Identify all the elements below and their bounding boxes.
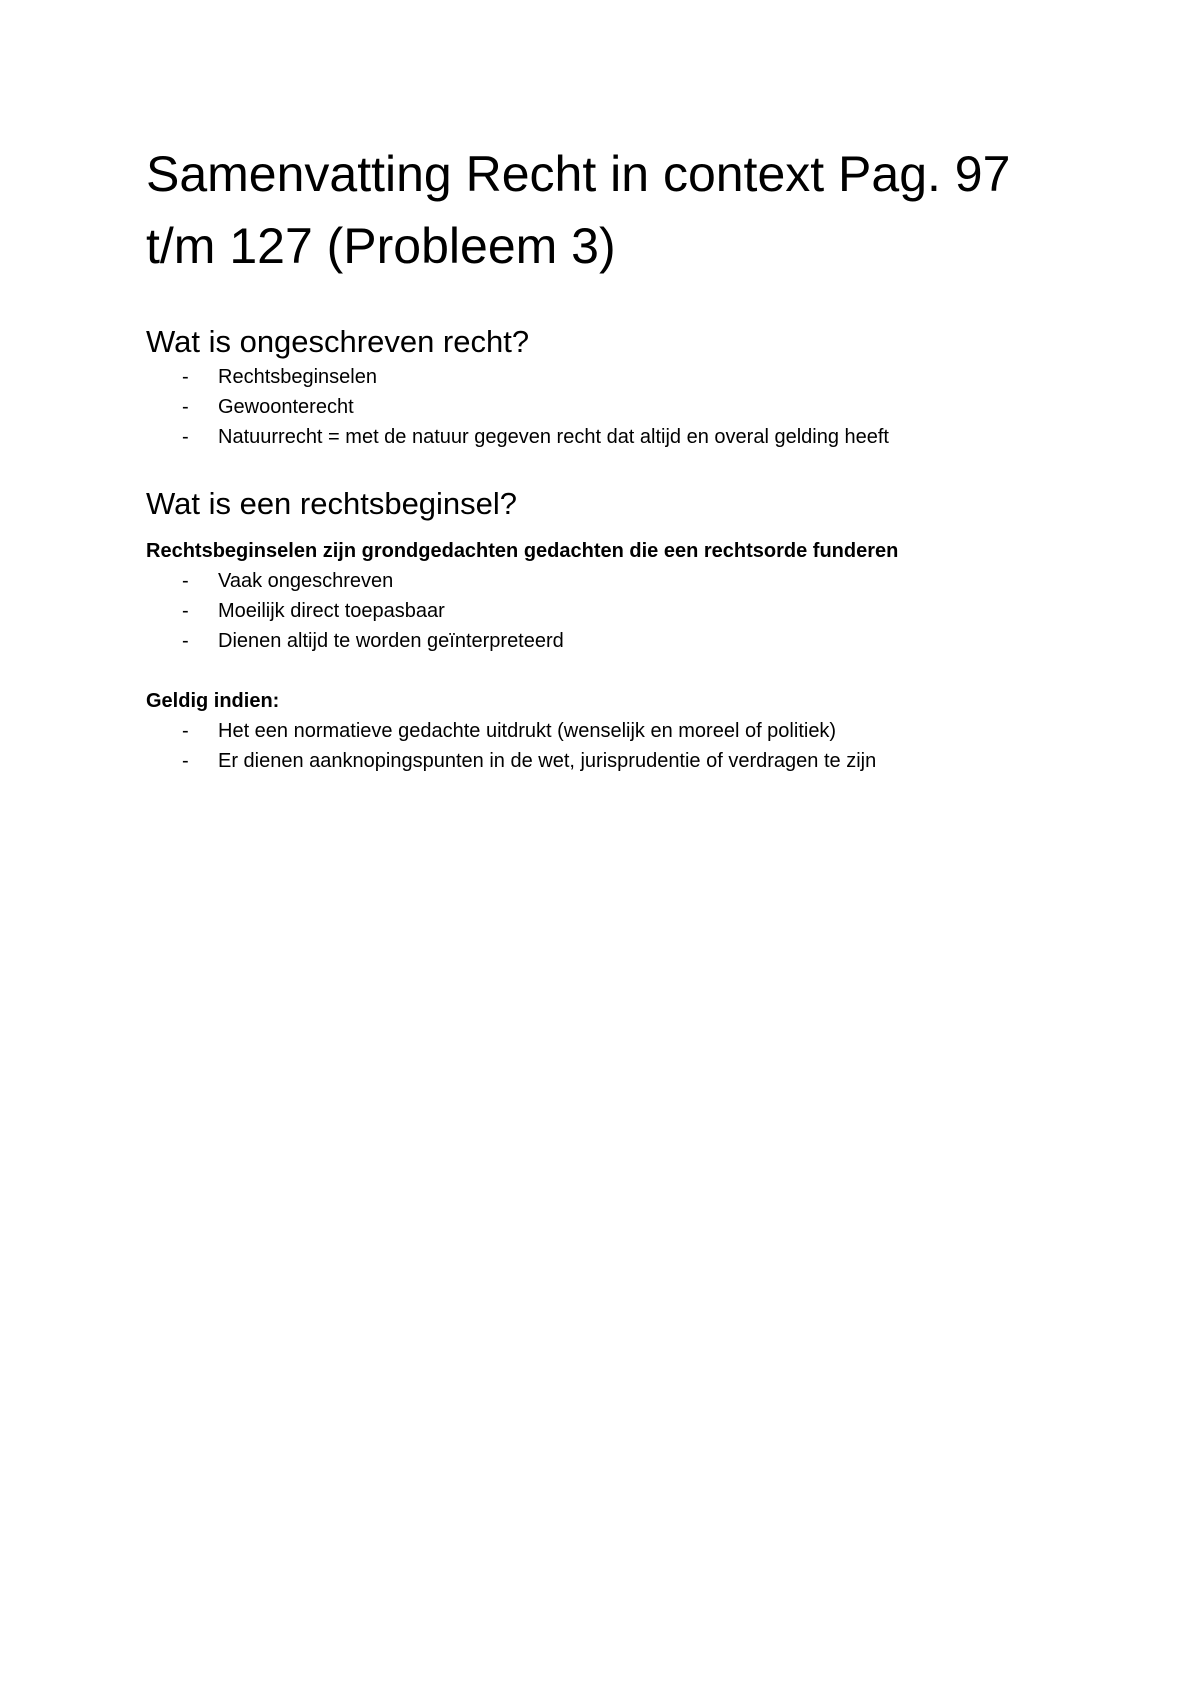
- dash-bullet: -: [182, 720, 189, 742]
- list-item-text: Vaak ongeschreven: [218, 570, 394, 592]
- list-item: [146, 626, 1066, 656]
- list-geldig-indien: [146, 716, 1066, 776]
- dash-bullet: -: [182, 366, 189, 388]
- list-item-text: Rechtsbeginselen: [218, 366, 377, 388]
- list-item: [146, 362, 1066, 392]
- list-item-text: Het een normatieve gedachte uitdrukt (wenselijk en moreel of politiek): [218, 720, 837, 742]
- list-item: [146, 566, 1066, 596]
- list-ongeschreven-recht: [146, 362, 1066, 452]
- definition-text: Rechtsbeginselen zijn grondgedachten gedachten die een rechtsorde funderen: [146, 540, 899, 562]
- list-item: [146, 746, 1066, 776]
- list-item-text: Natuurrecht = met de natuur gegeven recht dat altijd en overal gelding heeft: [218, 426, 889, 448]
- list-item-text: Er dienen aanknopingspunten in de wet, jurisprudentie of verdragen te zijn: [218, 750, 877, 772]
- list-item-text: Dienen altijd te worden geïnterpreteerd: [218, 630, 564, 652]
- section-heading-rechtsbeginsel: Wat is een rechtsbeginsel?: [146, 486, 518, 521]
- list-item: [146, 596, 1066, 626]
- document-title: Samenvatting Recht in context Pag. 97 t/m 127 (Probleem 3): [146, 146, 1011, 274]
- dash-bullet: -: [182, 396, 189, 418]
- dash-bullet: -: [182, 600, 189, 622]
- document-page: [146, 138, 1066, 776]
- list-item-text: Gewoonterecht: [218, 396, 354, 418]
- list-item: [146, 392, 1066, 422]
- list-item-text: Moeilijk direct toepasbaar: [218, 600, 445, 622]
- dash-bullet: -: [182, 426, 189, 448]
- dash-bullet: -: [182, 750, 189, 772]
- list-rechtsbeginsel-properties: [146, 566, 1066, 656]
- dash-bullet: -: [182, 570, 189, 592]
- section-heading-ongeschreven-recht: Wat is ongeschreven recht?: [146, 324, 530, 359]
- list-item: [146, 716, 1066, 746]
- list-item: [146, 422, 1066, 452]
- condition-label: Geldig indien:: [146, 690, 280, 712]
- dash-bullet: -: [182, 630, 189, 652]
